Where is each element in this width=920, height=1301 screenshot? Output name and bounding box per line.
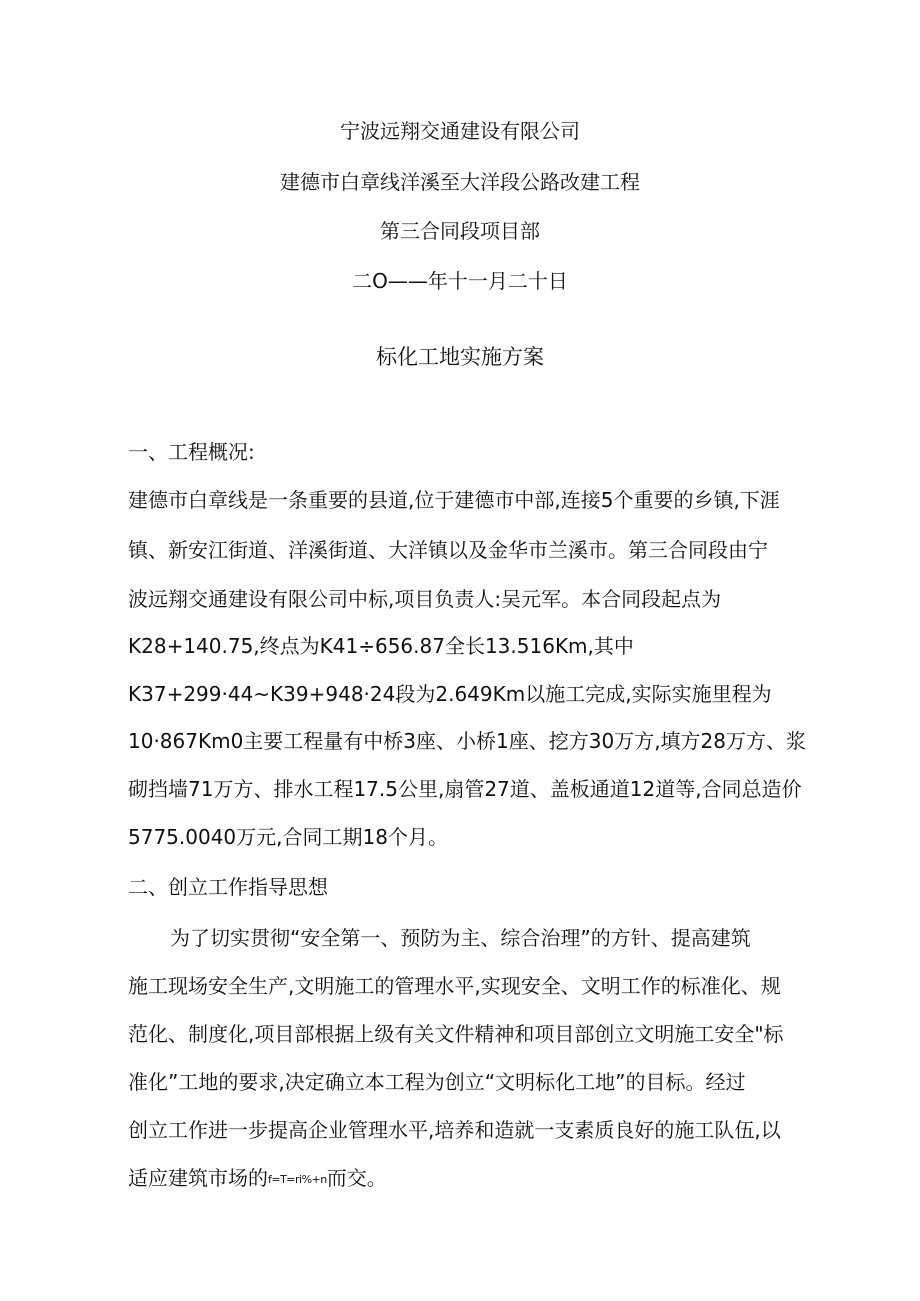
overview-line: 5775.0040万元,合同工期18个月。 [128,825,448,849]
guidance-line: 范化、制度化,项目部根据上级有关文件精神和项目部创立文明施工安全"标 [128,1022,784,1046]
overview-line: K28+140.75,终点为K41÷656.87全长13.516Km,其中 [128,634,634,658]
project-name: 建德市白章线洋溪至大洋段公路改建工程 [280,170,640,194]
guidance-line: 为了切实贯彻“安全第一、预防为主、综合治理”的方针、提高建筑 [170,926,751,950]
section-heading-guidance: 二、创立工作指导思想 [128,875,328,899]
document-title: 标化工地实施方案 [376,345,544,369]
garbled-text: f=T=ri%+n [268,1173,327,1186]
guidance-line: 施工现场安全生产,文明施工的管理水平,实现安全、文明工作的标准化、规 [128,974,781,998]
overview-line: K37+299·44~K39+948·24段为2.649Km以施工完成,实际实施里程为 [128,682,772,706]
guidance-last-prefix: 适应建筑市场的 [128,1166,268,1190]
section-heading-overview: 一、工程概况: [128,440,255,464]
document-date: 二O——年十一月二十日 [352,269,568,293]
company-name: 宁波远翔交通建设有限公司 [340,119,580,143]
overview-line: 砌挡墙71万方、排水工程17.5公里,扇管27道、盖板通道12道等,合同总造价 [128,777,802,801]
overview-line: 镇、新安江街道、洋溪街道、大洋镇以及金华市兰溪市。第三合同段由宁 [128,538,768,562]
department-name: 第三合同段项目部 [380,219,540,243]
guidance-line: 准化”工地的要求,决定确立本工程为创立“文明标化工地”的目标。经过 [128,1070,746,1094]
guidance-last-line [128,1164,387,1194]
overview-line: 10·867Km0主要工程量有中桥3座、小桥1座、挖方30万方,填方28万方、浆 [128,729,807,753]
guidance-line: 创立工作进一步提高企业管理水平,培养和造就一支素质良好的施工队伍,以 [128,1118,781,1142]
overview-line: 建德市白章线是一条重要的县道,位于建德市中部,连接5个重要的乡镇,下涯 [128,488,780,512]
guidance-last-suffix: 而交。 [326,1166,387,1190]
overview-line: 波远翔交通建设有限公司中标,项目负责人:吴元军。本合同段起点为 [128,587,722,611]
